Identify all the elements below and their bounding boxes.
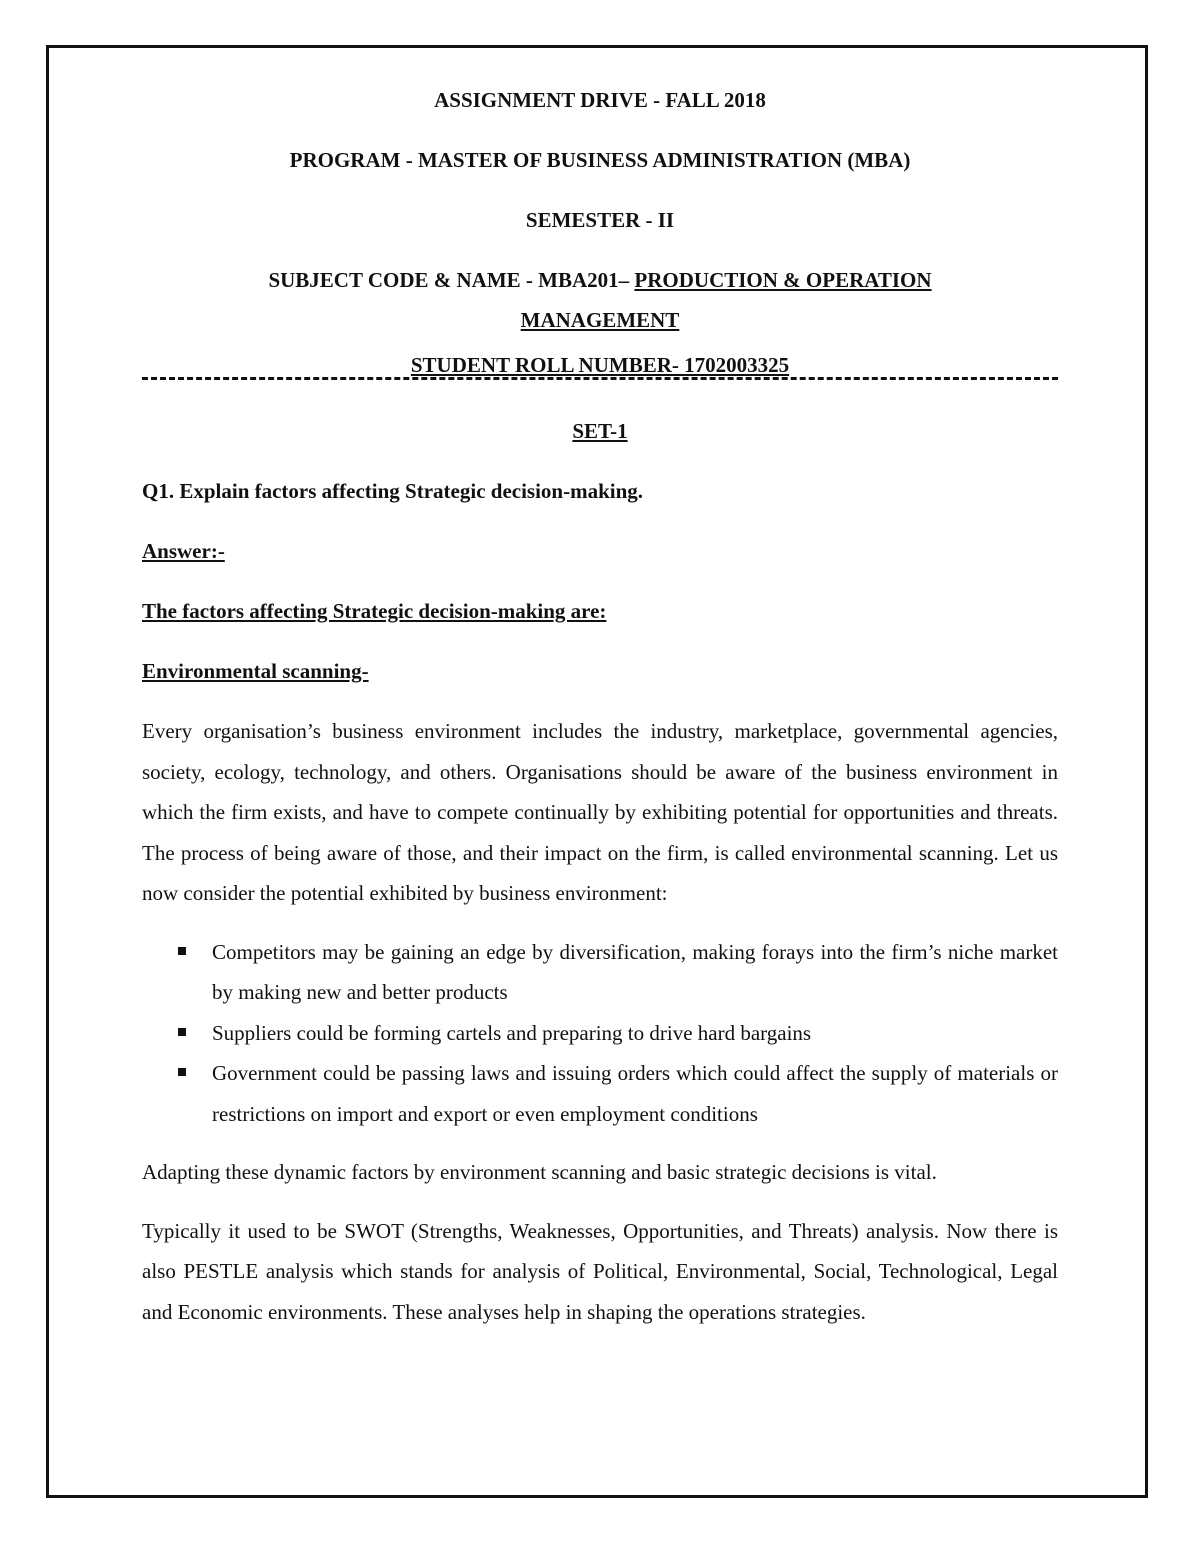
subject-line-2: [142, 306, 1058, 334]
document-body: [142, 86, 1058, 1350]
list-item-text: Suppliers could be forming cartels and preparing to drive hard bargains: [212, 1020, 812, 1045]
paragraph-adapting: Adapting these dynamic factors by environment scanning and basic strategic decisions is vital.: [142, 1160, 937, 1184]
dashed-separator: [142, 377, 1058, 380]
factors-heading: The factors affecting Strategic decision-making are:: [142, 599, 607, 623]
env-scanning-heading: Environmental scanning-: [142, 659, 369, 683]
square-bullet-icon: [178, 1068, 186, 1076]
paragraph-swot-pestle: Typically it used to be SWOT (Strengths, Weaknesses, Opportunities, and Threats) analysis. Now there is also PESTLE analysis which stands for analysis of Political, Environmental, Social, Technological, Legal and Economic environments. These analyses help in shaping the operations strategies.: [142, 1218, 1058, 1324]
student-roll-line: [142, 351, 1058, 379]
semester-title: SEMESTER - II: [525, 208, 675, 232]
set-title: SET-1: [572, 419, 628, 443]
roll-number: 1702003325: [684, 353, 790, 377]
subject-name-part2: MANAGEMENT: [520, 308, 680, 332]
roll-text: [409, 353, 791, 377]
list-item: [142, 932, 1058, 1013]
answer-label: Answer:-: [142, 539, 225, 563]
question-title: Q1. Explain factors affecting Strategic decision-making.: [142, 479, 644, 503]
bullet-list: [142, 932, 1058, 1135]
subject-name-part1: PRODUCTION & OPERATION: [634, 268, 932, 292]
square-bullet-icon: [178, 947, 186, 955]
subject-prefix: SUBJECT CODE & NAME - MBA201–: [268, 268, 635, 292]
list-item-text: Government could be passing laws and issuing orders which could affect the supply of materials or restrictions on import and export or even employment conditions: [212, 1061, 1058, 1126]
list-item-text: Competitors may be gaining an edge by diversification, making forays into the firm’s niche market by making new and better products: [212, 939, 1058, 1004]
list-item: [142, 1053, 1058, 1134]
roll-label: STUDENT ROLL NUMBER-: [410, 353, 685, 377]
paragraph-environment: Every organisation’s business environment includes the industry, marketplace, governmental agencies, society, ecology, technology, and others. Organisations should be aware of the business environment in which the firm exists, and have to compete continually by exhibiting potential for opportunities and threats. The process of being aware of those, and their impact on the firm, is called environmental scanning. Let us now consider the potential exhibited by business environment:: [142, 719, 1058, 905]
square-bullet-icon: [178, 1028, 186, 1036]
assignment-title: ASSIGNMENT DRIVE - FALL 2018: [434, 88, 766, 112]
program-title: PROGRAM - MASTER OF BUSINESS ADMINISTRATION (MBA): [289, 148, 911, 172]
subject-line: [142, 266, 1058, 294]
list-item: [142, 1013, 1058, 1054]
